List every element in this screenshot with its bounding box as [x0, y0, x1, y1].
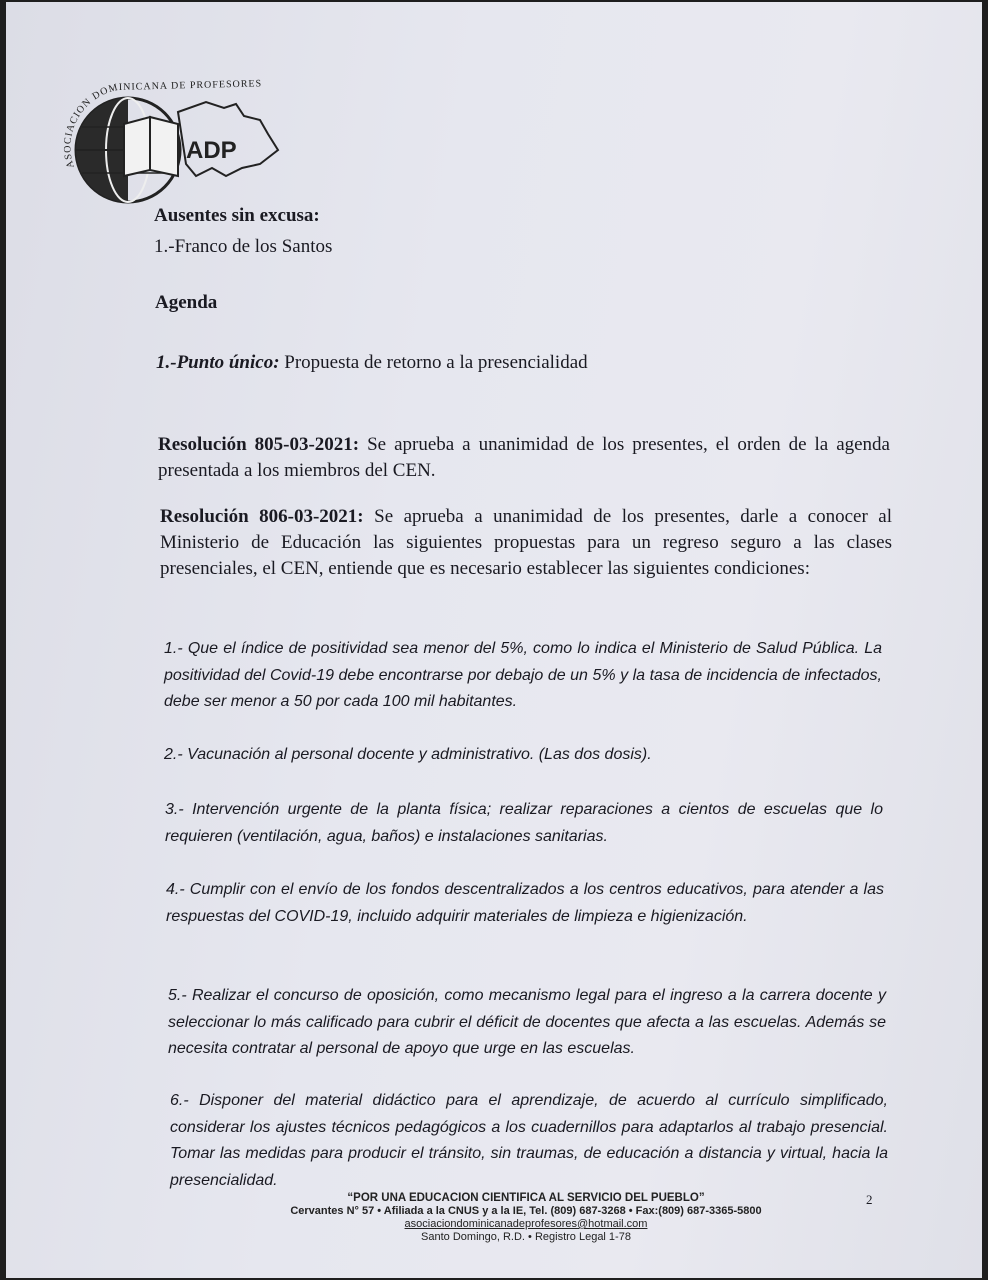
agenda-point [156, 352, 588, 374]
logo-abbr: ADP [186, 137, 237, 164]
condition-item: 4.- Cumplir con el envío de los fondos descentralizados a los centros educativos, para atender a las respuestas del COVID-19, incluido adquirir materiales de limpieza e higienización. [166, 881, 884, 925]
resolution-805 [158, 432, 890, 484]
book-icon [124, 117, 178, 176]
footer-city: Santo Domingo, R.D. • Registro Legal 1-78 [421, 1231, 631, 1243]
resolution-label: Resolución 806-03-2021: [160, 506, 364, 527]
condition-item: 5.- Realizar el concurso de oposición, como mecanismo legal para el ingreso a la carrera docente y seleccionar lo más calificado para cubrir el déficit de docentes que afecta a las escuelas. Además se necesita contratar al personal de apoyo que urge en las escuelas. [168, 987, 886, 1057]
document-page [6, 2, 982, 1278]
absent-item: 1.-Franco de los Santos [154, 236, 333, 257]
resolution-text: Se aprueba a unanimidad de los presentes, el orden de la agenda presentada a los miembros del CEN. [158, 434, 890, 481]
letterhead-footer [206, 1192, 846, 1244]
agenda-point-text: Propuesta de retorno a la presencialidad [279, 352, 588, 373]
resolution-label: Resolución 805-03-2021: [158, 434, 360, 455]
logo-arc-text: ASOCIACION DOMINICANA DE PROFESORES [62, 78, 263, 170]
absent-heading: Ausentes sin excusa: [154, 205, 320, 226]
adp-logo [46, 72, 281, 212]
agenda-heading: Agenda [155, 292, 218, 313]
footer-address: Cervantes N° 57 • Afiliada a la CNUS y a la IE, Tel. (809) 687-3268 • Fax:(809) 687-3365-5800 [290, 1205, 762, 1217]
footer-motto: “POR UNA EDUCACION CIENTIFICA AL SERVICIO DEL PUEBLO” [347, 1192, 705, 1204]
condition-item: 3.- Intervención urgente de la planta física; realizar reparaciones a cientos de escuelas que lo requieren (ventilación, agua, baños) e instalaciones sanitarias. [165, 801, 883, 845]
condition-item: 2.- Vacunación al personal docente y administrativo. (Las dos dosis). [164, 746, 652, 763]
resolution-806 [160, 504, 892, 582]
condition-item: 6.- Disponer del material didáctico para el aprendizaje, de acuerdo al currículo simplificado, considerar los ajustes técnicos pedagógicos a los cuadernillos para adaptarlos al trabajo presencial. Tomar las medidas para producir el tránsito, sin traumas, de educación a distancia y virtual, hacia la presencialidad. [170, 1092, 888, 1189]
agenda-point-label: 1.-Punto único: [156, 352, 280, 373]
resolution-text: Se aprueba a unanimidad de los presentes, darle a conocer al Ministerio de Educación las siguientes propuestas para un regreso seguro a las clases presenciales, el CEN, entiende que es necesario establecer las siguientes condiciones: [160, 506, 892, 579]
condition-item: 1.- Que el índice de positividad sea menor del 5%, como lo indica el Ministerio de Salud Pública. La positividad del Covid-19 debe encontrarse por debajo de un 5% y la tasa de incidencia de infectados, debe ser menor a 50 por cada 100 mil habitantes. [164, 640, 882, 710]
page-number: 2 [866, 1192, 873, 1207]
footer-email: asociaciondominicanadeprofesores@hotmail.com [404, 1218, 648, 1230]
